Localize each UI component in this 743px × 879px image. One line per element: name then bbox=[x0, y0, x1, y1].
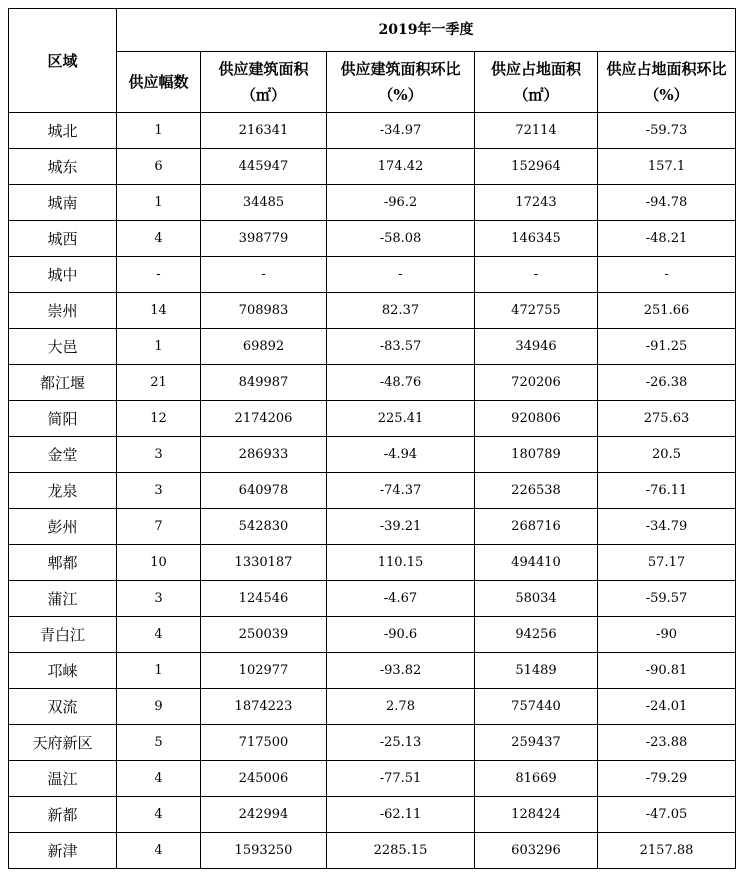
building-area-cell: 1593250 bbox=[201, 833, 327, 869]
building-area-cell: 849987 bbox=[201, 365, 327, 401]
building-area-qoq-cell: 2.78 bbox=[327, 689, 475, 725]
parcels-cell: 3 bbox=[117, 437, 201, 473]
region-cell: 新都 bbox=[9, 797, 117, 833]
land-area-qoq-cell: -59.73 bbox=[598, 113, 736, 149]
table-row bbox=[9, 725, 736, 761]
land-area-cell: 603296 bbox=[475, 833, 598, 869]
land-area-qoq-cell: -90.81 bbox=[598, 653, 736, 689]
table-row bbox=[9, 329, 736, 365]
land-area-cell: 226538 bbox=[475, 473, 598, 509]
building-area-cell: 708983 bbox=[201, 293, 327, 329]
land-area-cell: 81669 bbox=[475, 761, 598, 797]
building-area-qoq-cell: -77.51 bbox=[327, 761, 475, 797]
building-area-cell: 2174206 bbox=[201, 401, 327, 437]
land-area-qoq-cell: 157.1 bbox=[598, 149, 736, 185]
land-area-qoq-cell: -79.29 bbox=[598, 761, 736, 797]
region-cell: 崇州 bbox=[9, 293, 117, 329]
region-cell: 城西 bbox=[9, 221, 117, 257]
parcels-cell: 12 bbox=[117, 401, 201, 437]
land-area-qoq-cell: 20.5 bbox=[598, 437, 736, 473]
building-area-qoq-cell: -34.97 bbox=[327, 113, 475, 149]
land-area-qoq-cell: -94.78 bbox=[598, 185, 736, 221]
building-area-cell: 245006 bbox=[201, 761, 327, 797]
building-area-cell: 286933 bbox=[201, 437, 327, 473]
table-row bbox=[9, 545, 736, 581]
building-area-qoq-cell: -39.21 bbox=[327, 509, 475, 545]
land-area-cell: 757440 bbox=[475, 689, 598, 725]
land-area-qoq-cell: -48.21 bbox=[598, 221, 736, 257]
building-area-qoq-cell: -4.67 bbox=[327, 581, 475, 617]
table-row bbox=[9, 221, 736, 257]
building-area-qoq-cell: -83.57 bbox=[327, 329, 475, 365]
parcels-cell: 10 bbox=[117, 545, 201, 581]
header-row-period bbox=[9, 9, 736, 52]
land-area-cell: 920806 bbox=[475, 401, 598, 437]
land-area-cell: 94256 bbox=[475, 617, 598, 653]
building-area-qoq-cell: 110.15 bbox=[327, 545, 475, 581]
region-cell: 蒲江 bbox=[9, 581, 117, 617]
land-area-cell: 720206 bbox=[475, 365, 598, 401]
region-cell: 龙泉 bbox=[9, 473, 117, 509]
building-area-cell: 542830 bbox=[201, 509, 327, 545]
table-row bbox=[9, 149, 736, 185]
building-area-cell: 1330187 bbox=[201, 545, 327, 581]
building-area-cell: 124546 bbox=[201, 581, 327, 617]
building-area-qoq-cell: 225.41 bbox=[327, 401, 475, 437]
region-cell: 大邑 bbox=[9, 329, 117, 365]
parcels-cell: 14 bbox=[117, 293, 201, 329]
table-row bbox=[9, 293, 736, 329]
region-cell: 双流 bbox=[9, 689, 117, 725]
land-area-cell: 268716 bbox=[475, 509, 598, 545]
land-area-cell: - bbox=[475, 257, 598, 293]
region-cell: 城南 bbox=[9, 185, 117, 221]
parcels-cell: 3 bbox=[117, 581, 201, 617]
building-area-qoq-cell: -96.2 bbox=[327, 185, 475, 221]
land-area-cell: 152964 bbox=[475, 149, 598, 185]
region-cell: 城东 bbox=[9, 149, 117, 185]
region-cell: 温江 bbox=[9, 761, 117, 797]
building-area-cell: 640978 bbox=[201, 473, 327, 509]
building-area-cell: 102977 bbox=[201, 653, 327, 689]
land-area-qoq-cell: 275.63 bbox=[598, 401, 736, 437]
region-cell: 新津 bbox=[9, 833, 117, 869]
region-cell: 金堂 bbox=[9, 437, 117, 473]
region-cell: 都江堰 bbox=[9, 365, 117, 401]
land-area-qoq-cell: -59.57 bbox=[598, 581, 736, 617]
table-row bbox=[9, 797, 736, 833]
building-area-qoq-cell: -74.37 bbox=[327, 473, 475, 509]
land-area-qoq-cell: -26.38 bbox=[598, 365, 736, 401]
parcels-cell: 4 bbox=[117, 797, 201, 833]
building-area-qoq-cell: -48.76 bbox=[327, 365, 475, 401]
building-area-cell: 242994 bbox=[201, 797, 327, 833]
land-area-cell: 146345 bbox=[475, 221, 598, 257]
header-row-columns bbox=[9, 52, 736, 113]
land-area-qoq-cell: -24.01 bbox=[598, 689, 736, 725]
building-area-cell: - bbox=[201, 257, 327, 293]
parcels-cell: 3 bbox=[117, 473, 201, 509]
land-area-cell: 58034 bbox=[475, 581, 598, 617]
land-area-qoq-cell: -34.79 bbox=[598, 509, 736, 545]
table-row bbox=[9, 689, 736, 725]
table-row bbox=[9, 365, 736, 401]
land-area-qoq-cell: -91.25 bbox=[598, 329, 736, 365]
building-area-cell: 717500 bbox=[201, 725, 327, 761]
table-row bbox=[9, 833, 736, 869]
period-header: 2019年一季度 bbox=[117, 9, 736, 52]
parcels-cell: 4 bbox=[117, 617, 201, 653]
building-area-cell: 398779 bbox=[201, 221, 327, 257]
building-area-qoq-cell: -62.11 bbox=[327, 797, 475, 833]
parcels-cell: 4 bbox=[117, 833, 201, 869]
table-row bbox=[9, 113, 736, 149]
table-row bbox=[9, 473, 736, 509]
parcels-cell: 5 bbox=[117, 725, 201, 761]
region-cell: 郫都 bbox=[9, 545, 117, 581]
building-area-qoq-cell: 174.42 bbox=[327, 149, 475, 185]
parcels-cell: 4 bbox=[117, 761, 201, 797]
building-area-cell: 1874223 bbox=[201, 689, 327, 725]
region-cell: 简阳 bbox=[9, 401, 117, 437]
parcels-cell: 4 bbox=[117, 221, 201, 257]
parcels-cell: 1 bbox=[117, 113, 201, 149]
col-header-land-area-qoq: 供应占地面积环比（%） bbox=[598, 52, 736, 113]
building-area-qoq-cell: 2285.15 bbox=[327, 833, 475, 869]
building-area-qoq-cell: -93.82 bbox=[327, 653, 475, 689]
parcels-cell: 1 bbox=[117, 185, 201, 221]
col-header-building-area-qoq: 供应建筑面积环比（%） bbox=[327, 52, 475, 113]
parcels-cell: - bbox=[117, 257, 201, 293]
land-area-qoq-cell: -47.05 bbox=[598, 797, 736, 833]
table-header bbox=[9, 9, 736, 113]
land-area-cell: 494410 bbox=[475, 545, 598, 581]
table-row bbox=[9, 437, 736, 473]
land-area-cell: 180789 bbox=[475, 437, 598, 473]
region-cell: 青白江 bbox=[9, 617, 117, 653]
land-area-cell: 128424 bbox=[475, 797, 598, 833]
parcels-cell: 6 bbox=[117, 149, 201, 185]
table-row bbox=[9, 257, 736, 293]
land-area-cell: 34946 bbox=[475, 329, 598, 365]
table-row bbox=[9, 185, 736, 221]
land-area-qoq-cell: - bbox=[598, 257, 736, 293]
building-area-qoq-cell: -90.6 bbox=[327, 617, 475, 653]
land-supply-table bbox=[8, 8, 736, 869]
building-area-cell: 34485 bbox=[201, 185, 327, 221]
region-header: 区域 bbox=[9, 9, 117, 113]
land-area-cell: 17243 bbox=[475, 185, 598, 221]
land-area-qoq-cell: -90 bbox=[598, 617, 736, 653]
building-area-qoq-cell: -25.13 bbox=[327, 725, 475, 761]
table-row bbox=[9, 509, 736, 545]
parcels-cell: 9 bbox=[117, 689, 201, 725]
table-row bbox=[9, 761, 736, 797]
land-area-qoq-cell: 57.17 bbox=[598, 545, 736, 581]
building-area-cell: 445947 bbox=[201, 149, 327, 185]
parcels-cell: 7 bbox=[117, 509, 201, 545]
table-body bbox=[9, 113, 736, 869]
building-area-qoq-cell: 82.37 bbox=[327, 293, 475, 329]
building-area-qoq-cell: -58.08 bbox=[327, 221, 475, 257]
building-area-qoq-cell: -4.94 bbox=[327, 437, 475, 473]
region-cell: 城中 bbox=[9, 257, 117, 293]
region-cell: 城北 bbox=[9, 113, 117, 149]
parcels-cell: 1 bbox=[117, 329, 201, 365]
land-area-qoq-cell: -23.88 bbox=[598, 725, 736, 761]
building-area-cell: 250039 bbox=[201, 617, 327, 653]
region-cell: 天府新区 bbox=[9, 725, 117, 761]
region-cell: 彭州 bbox=[9, 509, 117, 545]
parcels-cell: 21 bbox=[117, 365, 201, 401]
table-row bbox=[9, 581, 736, 617]
building-area-cell: 69892 bbox=[201, 329, 327, 365]
land-area-cell: 472755 bbox=[475, 293, 598, 329]
table-row bbox=[9, 617, 736, 653]
table-row bbox=[9, 401, 736, 437]
col-header-parcels: 供应幅数 bbox=[117, 52, 201, 113]
land-area-cell: 259437 bbox=[475, 725, 598, 761]
table-row bbox=[9, 653, 736, 689]
col-header-land-area: 供应占地面积（㎡） bbox=[475, 52, 598, 113]
parcels-cell: 1 bbox=[117, 653, 201, 689]
land-area-qoq-cell: 251.66 bbox=[598, 293, 736, 329]
building-area-cell: 216341 bbox=[201, 113, 327, 149]
building-area-qoq-cell: - bbox=[327, 257, 475, 293]
land-area-qoq-cell: 2157.88 bbox=[598, 833, 736, 869]
land-area-cell: 72114 bbox=[475, 113, 598, 149]
land-area-cell: 51489 bbox=[475, 653, 598, 689]
region-cell: 邛崃 bbox=[9, 653, 117, 689]
col-header-building-area: 供应建筑面积（㎡） bbox=[201, 52, 327, 113]
land-area-qoq-cell: -76.11 bbox=[598, 473, 736, 509]
